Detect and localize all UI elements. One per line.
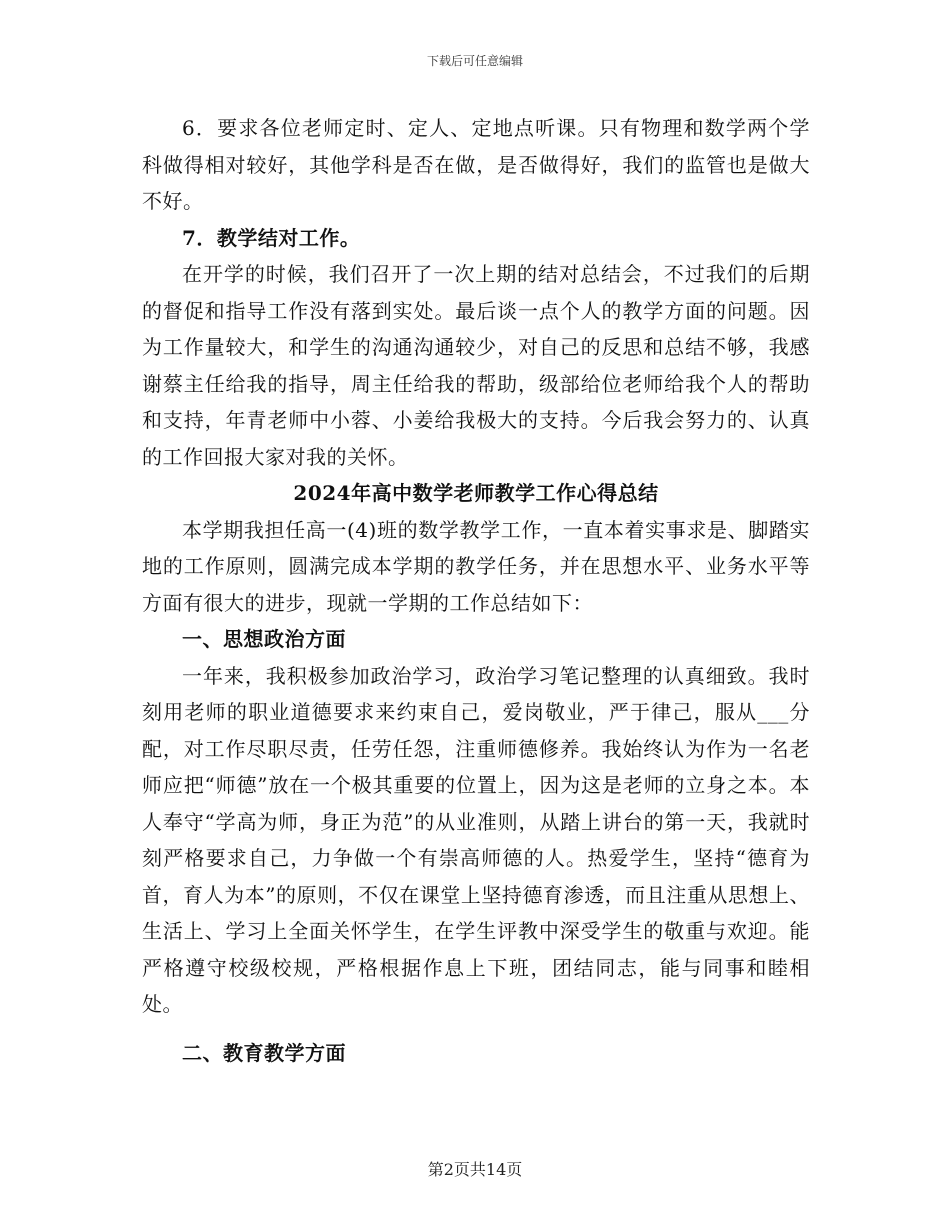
paragraph-pairing-summary: 在开学的时候，我们召开了一次上期的结对总结会，不过我们的后期的督促和指导工作没有落到实处。最后谈一点个人的教学方面的问题。因为工作量较大，和学生的沟通沟通较少，对自己的反思和总结不够，我感谢蔡主任给我的指导，周主任给我的帮助，级部给位老师给我个人的帮助和支持，年青老师中小蓉、小姜给我极大的支持。今后我会努力的、认真的工作回报大家对我的关怀。: [142, 262, 810, 469]
paragraph-ideology: 一年来，我积极参加政治学习，政治学习笔记整理的认真细致。我时刻用老师的职业道德要求来约束自己，爱岗敬业，严于律己，服从___分配，对工作尽职尽责，任劳任怨，注重师德修养。我始终认为作为一名老师应把“师德”放在一个极其重要的位置上，因为这是老师的立身之本。本人奉守“学高为师，身正为范”的从业准则，从踏上讲台的第一天，我就时刻严格要求自己，力争做一个有崇高师德的人。热爱学生，坚持“德育为首，育人为本”的原则，不仅在课堂上坚持德育渗透，而且注重从思想上、生活上、学习上全面关怀学生，在学生评教中深受学生的敬重与欢迎。能严格遵守校级校规，严格根据作息上下班，团结同志，能与同事和睦相处。: [142, 663, 810, 1016]
section-heading-ideology: 一、思想政治方面: [182, 627, 346, 651]
page-header: 下载后可任意编辑: [426, 54, 523, 68]
section-heading-teaching-pairing: 7．教学结对工作。: [182, 225, 361, 250]
document-title: 2024年高中数学老师教学工作心得总结: [293, 481, 659, 505]
section-heading-teaching: 二、教育教学方面: [182, 1040, 346, 1065]
paragraph-item-6: 6．要求各位老师定时、定人、定地点听课。只有物理和数学两个学科做得相对较好，其他学科是否在做，是否做得好，我们的监管也是做大不好。: [142, 116, 810, 213]
document-body: [142, 110, 810, 1071]
page-number: 第2页共14页: [427, 1160, 523, 1179]
paragraph-intro: 本学期我担任高一(4)班的数学教学工作，一直本着实事求是、脚踏实地的工作原则，圆满完成本学期的教学任务，并在思想水平、业务水平等方面有很大的进步，现就一学期的工作总结如下：: [142, 517, 810, 615]
